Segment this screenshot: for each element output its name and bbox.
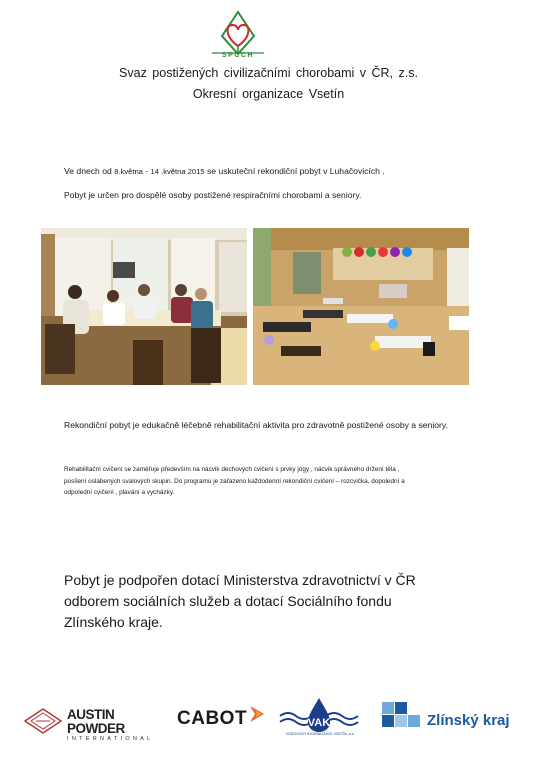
- funding-line-1: Pobyt je podpořen dotací Ministerstva zdravotnictví v ČR: [64, 572, 416, 588]
- austin-name: AUSTIN POWDER: [67, 707, 125, 736]
- austin-powder-icon: [24, 708, 62, 734]
- vak-subtitle: VODOVODY A KANALIZACE VSETÍN, a.s.: [285, 732, 355, 736]
- funding-paragraph: [64, 570, 504, 633]
- org-name: Svaz postižených civilizačními chorobami v ČR, z.s.: [119, 66, 418, 80]
- program-line-1: Rehabilitační cvičení se zaměřuje především na nácvik dechových cvičení s prvky jógy , nácvik správného držení těla ,: [64, 466, 400, 473]
- austin-powder-logo: [67, 708, 169, 743]
- target-group-paragraph: Pobyt je určen pro dospělé osoby postižené respiračními chorobami a seniory.: [64, 190, 362, 200]
- program-line-2: posílení oslabených svalových skupin. Do programu je zařazeno každodenní rekondiční cvičení – rozcvička, dopolední a: [64, 477, 405, 485]
- zlinsky-kraj-logo: Zlínský kraj: [427, 712, 510, 729]
- description-paragraph: Rekondiční pobyt je edukačně léčebně rehabilitační aktivita pro zdravotně postižené osoby a seniory.: [64, 420, 448, 430]
- intro-prefix: Ve dnech od: [64, 166, 115, 176]
- exercise-photo: [253, 228, 469, 385]
- funding-line-3: Zlínského kraje.: [64, 614, 163, 630]
- funding-line-2: odborem sociálních služeb a dotací Sociálního fondu: [64, 593, 392, 609]
- cabot-logo: CABOT: [177, 708, 248, 729]
- austin-subtitle: INTERNATIONAL: [67, 736, 154, 742]
- intro-paragraph: [64, 166, 504, 176]
- zlinsky-kraj-icon: [382, 702, 420, 732]
- intro-suffix: se uskuteční rekondiční pobyt v Luhačovicích .: [204, 166, 385, 176]
- date-sep: -: [142, 166, 151, 176]
- svg-text:VAK: VAK: [307, 717, 331, 729]
- date-from: 8.května: [114, 167, 143, 176]
- meeting-photo: [41, 228, 247, 385]
- program-paragraph: [64, 464, 474, 499]
- cabot-flame-icon: [248, 704, 266, 724]
- date-to: 14 .května 2015: [150, 167, 205, 176]
- program-line-3: odpolední cvičení , plavání a vycházky.: [64, 489, 175, 496]
- logo-text: SPCCH: [221, 52, 254, 59]
- org-branch: Okresní organizace Vsetín: [192, 87, 345, 101]
